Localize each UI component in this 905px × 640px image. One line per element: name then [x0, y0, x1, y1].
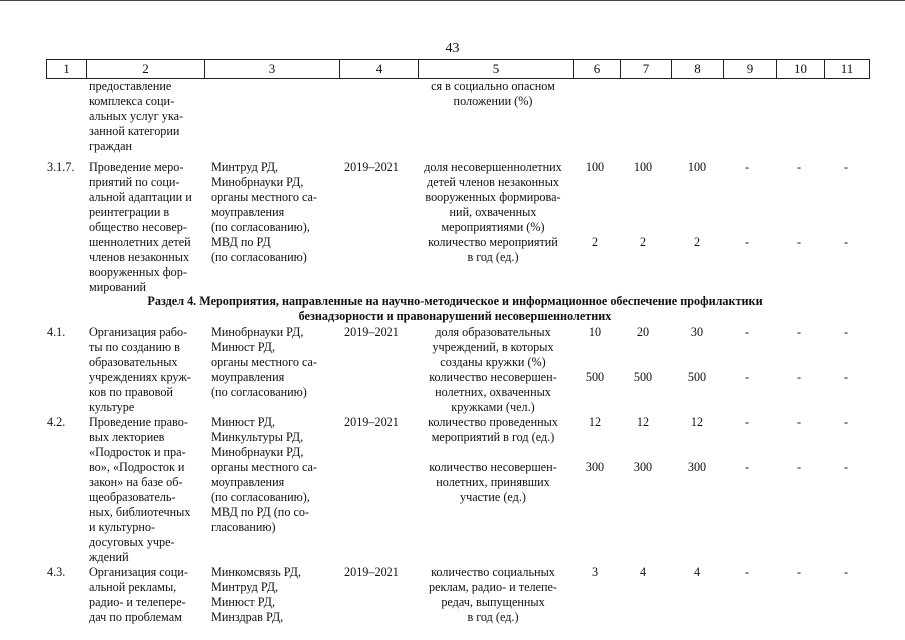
value-cell: 100 — [633, 160, 653, 174]
value-cell: 12 — [588, 415, 602, 429]
section-heading: Раздел 4. Мероприятия, направленные на научно-методическое и информационное обеспечение профилактики безнадзорности и правонарушений несовершеннолетних — [147, 294, 763, 323]
value-cell: 2 — [591, 235, 599, 249]
row-measure-name: предоставление комплекса соци- альных услуг ука- занной категории граждан — [89, 79, 184, 153]
header-col-9: 9 — [746, 61, 754, 76]
header-col-6: 6 — [593, 61, 601, 76]
value-cell: 300 — [585, 460, 605, 474]
value-cell: 30 — [690, 325, 704, 339]
row-measure-name: Организация рабо- ты по созданию в образовательных учреждениях круж- ков по правовой культуре — [89, 325, 191, 414]
row-measure-name: Организация соци- альной рекламы, радио- и телепере- дач по проблемам — [89, 565, 188, 624]
value-cell: 100 — [585, 160, 605, 174]
header-col-4: 4 — [375, 61, 383, 76]
header-col-3: 3 — [268, 61, 276, 76]
value-cell: - — [796, 460, 802, 474]
value-cell: 3 — [591, 565, 599, 579]
value-cell: 500 — [585, 370, 605, 384]
value-cell: 100 — [687, 160, 707, 174]
header-col-2: 2 — [142, 61, 149, 76]
value-cell: - — [843, 370, 849, 384]
header-col-7: 7 — [642, 61, 650, 76]
value-cell: - — [843, 565, 849, 579]
value-cell: - — [843, 415, 849, 429]
header-col-5: 5 — [492, 61, 500, 76]
row-executors: Минюст РД, Минкультуры РД, Минобрнауки РД, органы местного са- моуправления (по согласованию), МВД по РД (по со- гласованию) — [211, 415, 317, 534]
value-cell: 500 — [687, 370, 707, 384]
row-number: 4.2. — [47, 415, 66, 429]
value-cell: - — [796, 565, 802, 579]
value-cell: - — [796, 370, 802, 384]
row-indicator: количество несовершен- нолетних, принявших участие (ед.) — [429, 460, 557, 504]
row-indicator: количество несовершен- нолетних, охваченных кружками (чел.) — [429, 370, 557, 414]
row-number: 4.3. — [47, 565, 66, 579]
row-executors: Минтруд РД, Минобрнауки РД, органы местного са- моуправления (по согласованию), МВД по РД (по согласованию) — [211, 160, 317, 264]
value-cell: 300 — [633, 460, 653, 474]
row-period: 2019–2021 — [344, 565, 399, 579]
row-period: 2019–2021 — [344, 415, 399, 429]
row-executors: Минобрнауки РД, Минюст РД, органы местного са- моуправления (по согласованию) — [211, 325, 317, 399]
header-col-10: 10 — [794, 61, 807, 76]
value-cell: 300 — [687, 460, 707, 474]
value-cell: - — [744, 415, 750, 429]
header-col-11: 11 — [840, 61, 854, 76]
value-cell: - — [744, 370, 750, 384]
row-number: 4.1. — [47, 325, 66, 339]
value-cell: 2 — [639, 235, 647, 249]
value-cell: 2 — [693, 235, 701, 249]
value-cell: 12 — [636, 415, 650, 429]
row-period: 2019–2021 — [344, 160, 399, 174]
value-cell: - — [796, 160, 802, 174]
value-cell: - — [843, 460, 849, 474]
value-cell: - — [843, 160, 849, 174]
value-cell: - — [796, 235, 802, 249]
row-period: 2019–2021 — [344, 325, 399, 339]
value-cell: 4 — [639, 565, 647, 579]
page-number: 43 — [445, 41, 460, 56]
value-cell: 20 — [636, 325, 650, 339]
value-cell: 4 — [693, 565, 701, 579]
value-cell: 10 — [588, 325, 602, 339]
scan-top-edge — [0, 0, 905, 1]
table-header-row — [46, 59, 870, 79]
header-col-1: 1 — [63, 61, 70, 76]
value-cell: - — [843, 235, 849, 249]
row-executors: Минкомсвязь РД, Минтруд РД, Минюст РД, Минздрав РД, — [211, 565, 302, 624]
value-cell: - — [744, 235, 750, 249]
row-measure-name: Проведение меро- приятий по соци- альной адаптации и реинтеграции в общество несовер- шеннолетних детей членов незаконных вооруженных фор- мирований — [89, 160, 192, 294]
value-cell: 12 — [690, 415, 704, 429]
row-indicator: доля несовершеннолетних детей членов незаконных вооруженных формирова- ний, охваченных мероприятиями (%) — [424, 160, 562, 234]
value-cell: - — [796, 415, 802, 429]
value-cell: - — [744, 325, 750, 339]
header-col-8: 8 — [694, 61, 701, 76]
value-cell: - — [744, 160, 750, 174]
row-measure-name: Проведение право- вых лекториев «Подросток и пра- во», «Подросток и закон» на базе об- щеобразователь- ных, библиотечных и культурно- досуговых учре- ждений — [89, 415, 191, 564]
value-cell: - — [744, 565, 750, 579]
value-cell: - — [744, 460, 750, 474]
row-indicator: количество социальных реклам, радио- и телепе- редач, выпущенных в год (ед.) — [429, 565, 557, 624]
row-indicator: ся в социально опасном положении (%) — [431, 79, 555, 108]
value-cell: - — [796, 325, 802, 339]
row-number: 3.1.7. — [47, 160, 75, 174]
row-indicator: доля образовательных учреждений, в которых созданы кружки (%) — [432, 325, 554, 369]
value-cell: - — [843, 325, 849, 339]
row-indicator: количество мероприятий в год (ед.) — [428, 235, 558, 264]
row-indicator: количество проведенных мероприятий в год (ед.) — [428, 415, 558, 444]
value-cell: 500 — [633, 370, 653, 384]
